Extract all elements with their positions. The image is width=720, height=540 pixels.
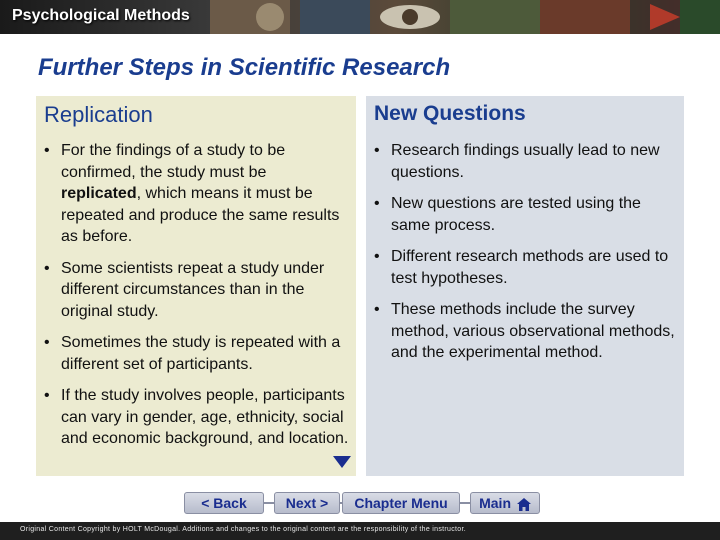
bullet-text: Sometimes the study is repeated with a different set of participants. <box>61 334 341 373</box>
list-item <box>42 332 350 375</box>
list-item <box>372 246 678 289</box>
app-title: Psychological Methods <box>12 7 190 24</box>
list-item <box>42 258 350 323</box>
slide-title: Further Steps in Scientific Research <box>38 54 451 81</box>
bullet-text: These methods include the survey method, various observational methods, and the experimental method. <box>391 301 675 361</box>
bullet-icon: • <box>44 334 50 351</box>
list-item <box>372 193 678 236</box>
next-button[interactable]: Next > <box>274 492 340 514</box>
bullet-icon: • <box>44 259 50 277</box>
bullet-text: New questions are tested using the same process. <box>391 195 641 234</box>
banner-collage-image <box>210 0 720 34</box>
new-questions-panel <box>366 96 684 476</box>
bullet-text: Some scientists repeat a study under different circumstances than in the original study. <box>61 259 325 320</box>
chapter-menu-button[interactable]: Chapter Menu <box>342 492 460 514</box>
bullet-icon: • <box>374 301 380 318</box>
footer-bar <box>0 522 720 540</box>
bullet-icon: • <box>374 195 380 212</box>
back-button[interactable]: < Back <box>184 492 264 514</box>
home-icon <box>517 498 531 511</box>
list-item <box>372 299 678 364</box>
bullet-text: For the findings of a study to be confirmed, the study must be <box>61 142 286 181</box>
down-triangle-icon[interactable] <box>333 456 351 468</box>
replication-heading: Replication <box>44 102 153 127</box>
bullet-text: , which means it must be repeated and produce the same results as before. <box>61 185 340 245</box>
bullet-text: Research findings usually lead to new questions. <box>391 142 660 181</box>
copyright-text: Original Content Copyright by HOLT McDougal. Additions and changes to the original content are the responsibility of the instructor. <box>20 526 466 533</box>
list-item <box>42 385 350 450</box>
new-questions-heading: New Questions <box>374 102 526 125</box>
main-button[interactable] <box>470 492 540 514</box>
bullet-text: If the study involves people, participants can vary in gender, age, ethnicity, social and economic background, and location. <box>61 387 349 447</box>
bullet-term: replicated <box>61 185 137 202</box>
main-button-label: Main <box>479 495 511 511</box>
list-item <box>42 140 350 248</box>
header-banner <box>0 0 720 34</box>
replication-panel <box>36 96 356 476</box>
bullet-text: Different research methods are used to test hypotheses. <box>391 248 669 287</box>
bullet-icon: • <box>44 387 50 404</box>
bullet-icon: • <box>44 142 50 159</box>
list-item <box>372 140 678 183</box>
bullet-icon: • <box>374 248 380 265</box>
replication-list <box>42 140 350 460</box>
new-questions-list <box>372 140 678 374</box>
bullet-icon: • <box>374 142 380 159</box>
